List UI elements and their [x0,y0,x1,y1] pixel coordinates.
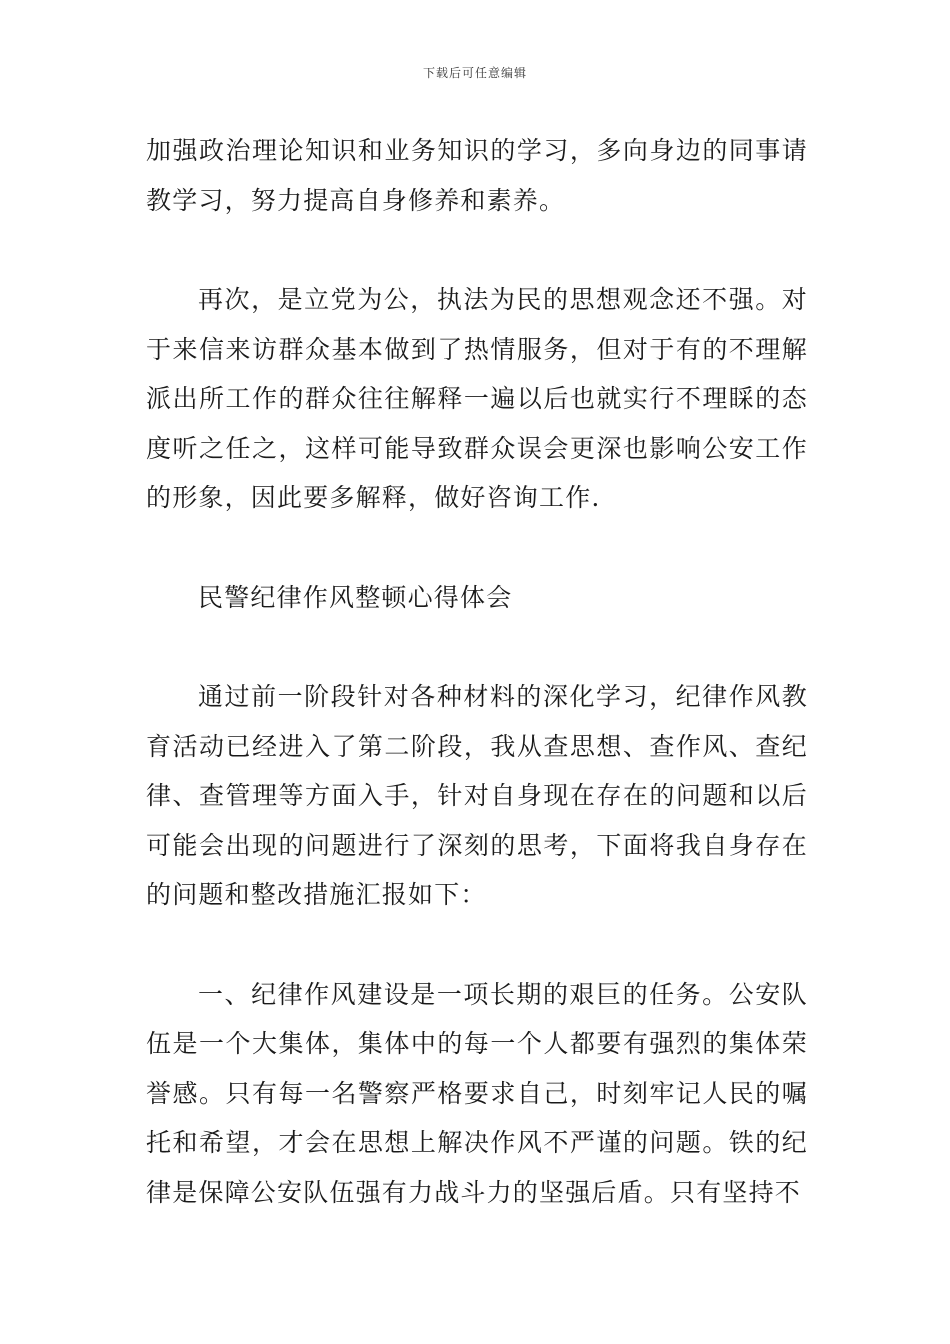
section-title: 民警纪律作风整顿心得体会 [198,582,513,612]
page-header: 下载后可任意编辑 [422,66,527,80]
paragraph-continuation: 加强政治理论知识和业务知识的学习，多向身边的同事请教学习，努力提高自身修养和素养。 [146,136,808,215]
paragraph-second-issue: 再次，是立党为公，执法为民的思想观念还不强。对于来信来访群众基本做到了热情服务，但对于有的不理解派出所工作的群众往往解释一遍以后也就实行不理睬的态度听之任之，这样可能导致群众误会更深也影响公安工作的形象，因此要多解释，做好咨询工作. [146,285,808,512]
document-body [146,126,808,1267]
paragraph-intro: 通过前一阶段针对各种材料的深化学习，纪律作风教育活动已经进入了第二阶段，我从查思想、查作风、查纪律、查管理等方面入手，针对自身现在存在的问题和以后可能会出现的问题进行了深刻的思考，下面将我自身存在的问题和整改措施汇报如下： [146,682,808,909]
paragraph-point-one: 一、纪律作风建设是一项长期的艰巨的任务。公安队伍是一个大集体，集体中的每一个人都要有强烈的集体荣誉感。只有每一名警察严格要求自己，时刻牢记人民的嘱托和希望，才会在思想上解决作风不严谨的问题。铁的纪律是保障公安队伍强有力战斗力的坚强后盾。只有坚持不 [146,979,808,1207]
